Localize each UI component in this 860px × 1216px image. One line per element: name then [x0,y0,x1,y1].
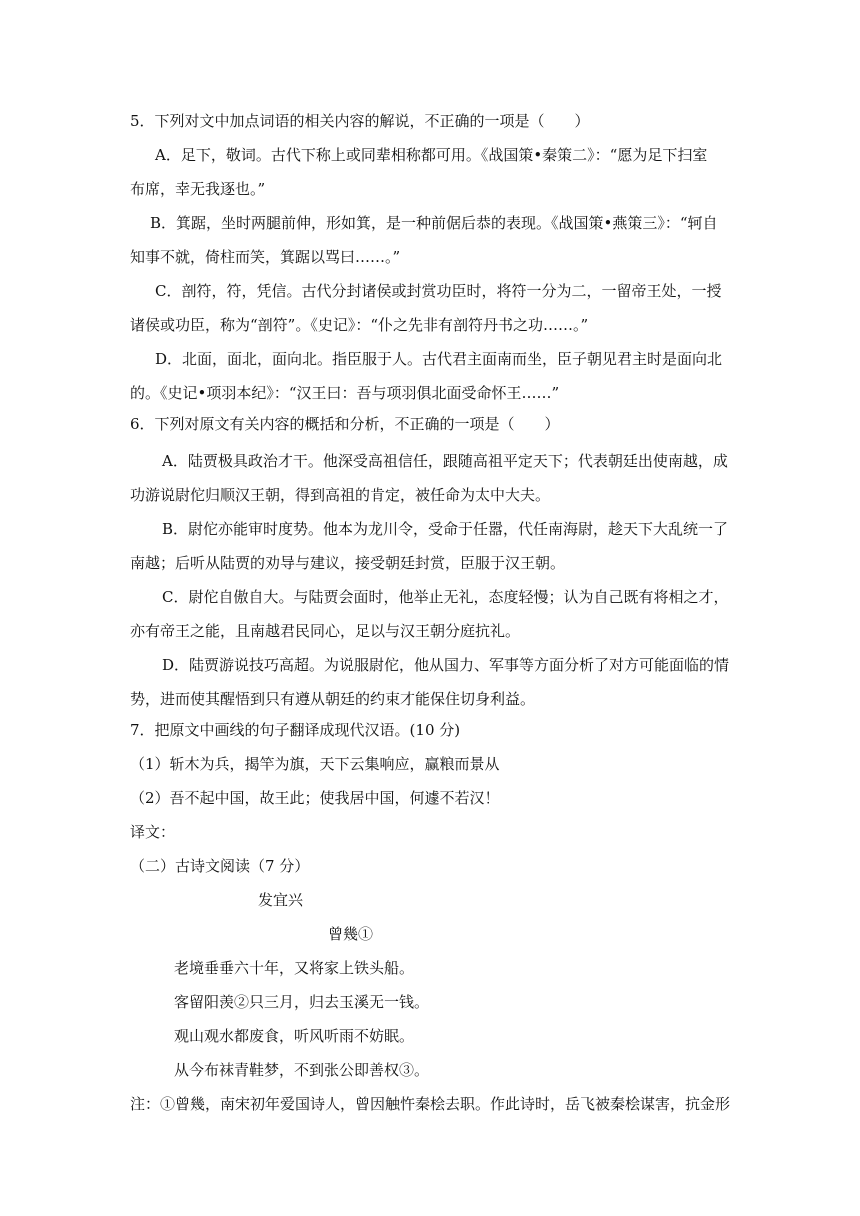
poem-author: 曾幾① [328,925,374,943]
translation-label: 译文： [130,823,176,841]
option-5c-line2: 诸侯或功臣，称为“剖符”。《史记》：“仆之先非有剖符丹书之功……。” [130,316,589,334]
option-6c-line1: C．尉佗自傲自大。与陆贾会面时，他举止无礼，态度轻慢；认为自己既有将相之才， [162,588,729,606]
option-6a-line1: A．陆贾极具政治才干。他深受高祖信任，跟随高祖平定天下；代表朝廷出使南越，成 [162,452,728,470]
option-6b-line2: 南越；后听从陆贾的劝导与建议，接受朝廷封赏，臣服于汉王朝。 [130,554,566,572]
option-5b-line2: 知事不就，倚柱而笑，箕踞以骂曰……。” [130,248,401,266]
option-5b-line1: B．箕踞，坐时两腿前伸，形如箕，是一种前倨后恭的表现。《战国策•燕策三》：“轲自 [150,214,718,232]
option-6d-line2: 势，进而使其醒悟到只有遵从朝廷的约束才能保住切身利益。 [130,690,536,708]
question-5-stem: 5．下列对文中加点词语的相关内容的解说，不正确的一项是（ ） [130,112,590,130]
poem-verse: 老境垂垂六十年，又将家上铁头船。 [174,959,415,977]
poem-verse: 客留阳羡②只三月，归去玉溪无一钱。 [174,993,430,1011]
option-5a-line2: 布席，幸无我逐也。” [130,180,266,198]
option-5d-line2: 的。《史记•项羽本纪》：“汉王曰：吾与项羽俱北面受命怀王……” [130,384,560,402]
question-7-sentence-2: （2）吾不起中国，故王此；使我居中国，何遽不若汉！ [130,789,500,807]
option-6b-line1: B．尉佗亦能审时度势。他本为龙川令，受命于任嚣，代任南海尉，趁天下大乱统一了 [162,520,729,538]
question-6-stem: 6．下列对原文有关内容的概括和分析，不正确的一项是（ ） [130,415,560,433]
option-5d-line1: D．北面，面北，面向北。指臣服于人。古代君主面南而坐，臣子朝见君主时是面向北 [155,350,723,368]
poem-verse: 观山观水都废食，听风听雨不妨眠。 [174,1027,415,1045]
section-heading-poetry: （二）古诗文阅读（7 分） [130,857,310,875]
poem-title: 发宜兴 [258,891,304,909]
option-6d-line1: D．陆贾游说技巧高超。为说服尉佗，他从国力、军事等方面分析了对方可能面临的情 [162,656,730,674]
poem-verse: 从今布袜青鞋梦，不到张公即善权③。 [174,1061,430,1079]
question-7-sentence-1: （1）斩木为兵，揭竿为旗，天下云集响应，赢粮而景从 [130,755,500,773]
option-6c-line2: 亦有帝王之能，且南越君民同心，足以与汉王朝分庭抗礼。 [130,622,521,640]
option-5a-line1: A．足下，敬词。古代下称上或同辈相称都可用。《战国策•秦策二》：“愿为足下扫室 [155,146,708,164]
option-6a-line2: 功游说尉佗归顺汉王朝，得到高祖的肯定，被任命为太中大夫。 [130,486,551,504]
question-7-stem: 7．把原文中画线的句子翻译成现代汉语。(10 分) [130,721,461,739]
poem-note: 注：①曾幾，南宋初年爱国诗人，曾因触忤秦桧去职。作此诗时，岳飞被秦桧谋害，抗金形 [130,1095,731,1113]
option-5c-line1: C．剖符，符，凭信。古代分封诸侯或封赏功臣时，将符一分为二，一留帝王处，一授 [155,282,722,300]
